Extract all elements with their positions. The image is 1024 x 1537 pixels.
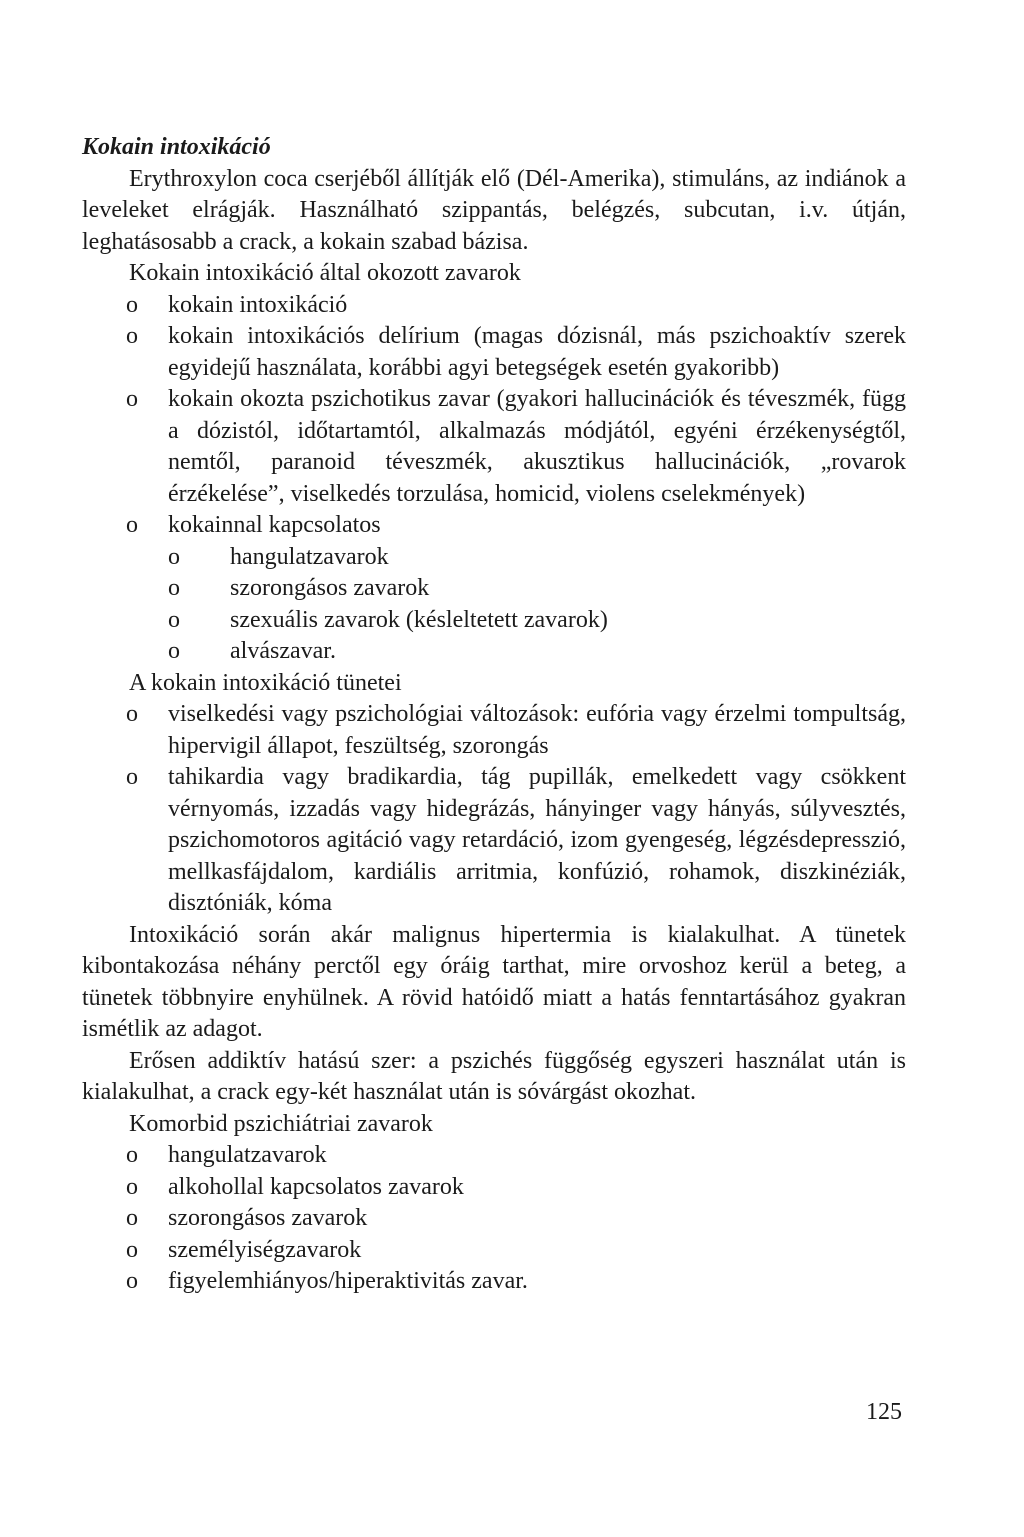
- page-content: [82, 132, 906, 1298]
- bullet-marker: o: [168, 606, 180, 633]
- bullet-marker: o: [126, 701, 138, 727]
- page-number: 125: [866, 1399, 902, 1425]
- list-item: [82, 510, 906, 542]
- list-item: [82, 762, 906, 920]
- list-item-text: személyiségzavarok: [168, 1236, 362, 1263]
- list-item-text: kokain okozta pszichotikus zavar (gyakori hallucinációk és téveszmék, függ a dózistól, időtartamtól, alkalmazás módjától, egyéni érzékenységtől, nemtől, paranoid téveszmék, akusztikus hallucinációk, „rovarok érzékelése”, viselkedés torzulása, homicid, violens cselekmények): [168, 386, 906, 507]
- sub-list-item-text: alvászavar.: [230, 638, 336, 664]
- list-item-text: kokainnal kapcsolatos: [168, 512, 381, 538]
- list-item: [82, 290, 906, 322]
- list-item: [82, 321, 906, 384]
- bullet-marker: o: [168, 575, 180, 601]
- list-item-text: viselkedési vagy pszichológiai változások: eufória vagy érzelmi tompultság, hipervigil állapot, feszültség, szorongás: [168, 701, 906, 759]
- bullet-marker: o: [126, 1173, 138, 1200]
- bullet-marker: o: [126, 386, 138, 412]
- intro-paragraph: Erythroxylon coca cserjéből állítják elő (Dél-Amerika), stimuláns, az indiánok a leveleket elrágják. Használható szippantás, belégzés, subcutan, i.v. útján, leghatásosabb a crack, a kokain szabad bázisa.: [82, 165, 906, 255]
- list-item-text: alkohollal kapcsolatos zavarok: [168, 1173, 464, 1200]
- list-item-text: hangulatzavarok: [168, 1142, 327, 1168]
- list-item: [82, 384, 906, 510]
- bullet-marker: o: [126, 1268, 138, 1294]
- sub-list-item: [82, 605, 906, 637]
- bullet-marker: o: [168, 543, 180, 570]
- list-item-text: kokain intoxikációs delírium (magas dózisnál, más pszichoaktív szerek egyidejű használata, korábbi agyi betegségek esetén gyakoribb): [168, 323, 906, 381]
- sub-list-item: [82, 542, 906, 574]
- bullet-marker: o: [126, 291, 138, 318]
- sub-list-item-text: hangulatzavarok: [230, 543, 389, 570]
- list-item-text: kokain intoxikáció: [168, 291, 348, 318]
- bullet-marker: o: [126, 512, 138, 538]
- sub-list-item-text: szorongásos zavarok: [230, 575, 430, 601]
- list-item-text: figyelemhiányos/hiperaktivitás zavar.: [168, 1268, 528, 1294]
- list-item: [82, 1140, 906, 1172]
- list-item-text: tahikardia vagy bradikardia, tág pupillák, emelkedett vagy csökkent vérnyomás, izzadás vagy hidegrázás, hányinger vagy hányás, súlyvesztés, pszichomotoros agitáció vagy retardáció, izom gyengeség, légzésdepresszió, mellkasfájdalom, kardiális arritmia, konfúzió, rohamok, diszkinéziák, disztóniák, kóma: [168, 764, 906, 916]
- sub-list-item: [82, 636, 906, 668]
- bullet-marker: o: [126, 1236, 138, 1263]
- list-item: [82, 1266, 906, 1298]
- list-item-text: szorongásos zavarok: [168, 1205, 368, 1231]
- sub-list-item-text: szexuális zavarok (késleltetett zavarok): [230, 606, 608, 633]
- sub-list-item: [82, 573, 906, 605]
- list-item: [82, 1172, 906, 1204]
- disorders-heading: Kokain intoxikáció által okozott zavarok: [129, 260, 521, 286]
- symptoms-heading: A kokain intoxikáció tünetei: [129, 669, 402, 696]
- section-heading: Kokain intoxikáció: [82, 134, 271, 160]
- bullet-marker: o: [168, 638, 180, 664]
- bullet-marker: o: [126, 1205, 138, 1231]
- list-item: [82, 1235, 906, 1267]
- comorbid-heading: Komorbid pszichiátriai zavarok: [129, 1110, 433, 1137]
- list-item: [82, 699, 906, 762]
- addiction-paragraph: Erősen addiktív hatású szer: a pszichés függőség egyszeri használat után is kialakulhat, a crack egy-két használat után is sóvárgást okozhat.: [82, 1047, 906, 1105]
- bullet-marker: o: [126, 1142, 138, 1168]
- hyperthermia-paragraph: Intoxikáció során akár malignus hipertermia is kialakulhat. A tünetek kibontakozása néhány perctől egy óráig tarthat, mire orvoshoz kerül a beteg, a tünetek többnyire enyhülnek. A rövid hatóidő miatt a hatás fenntartásához gyakran ismétlik az adagot.: [82, 921, 906, 1042]
- bullet-marker: o: [126, 323, 138, 349]
- list-item: [82, 1203, 906, 1235]
- bullet-marker: o: [126, 764, 138, 790]
